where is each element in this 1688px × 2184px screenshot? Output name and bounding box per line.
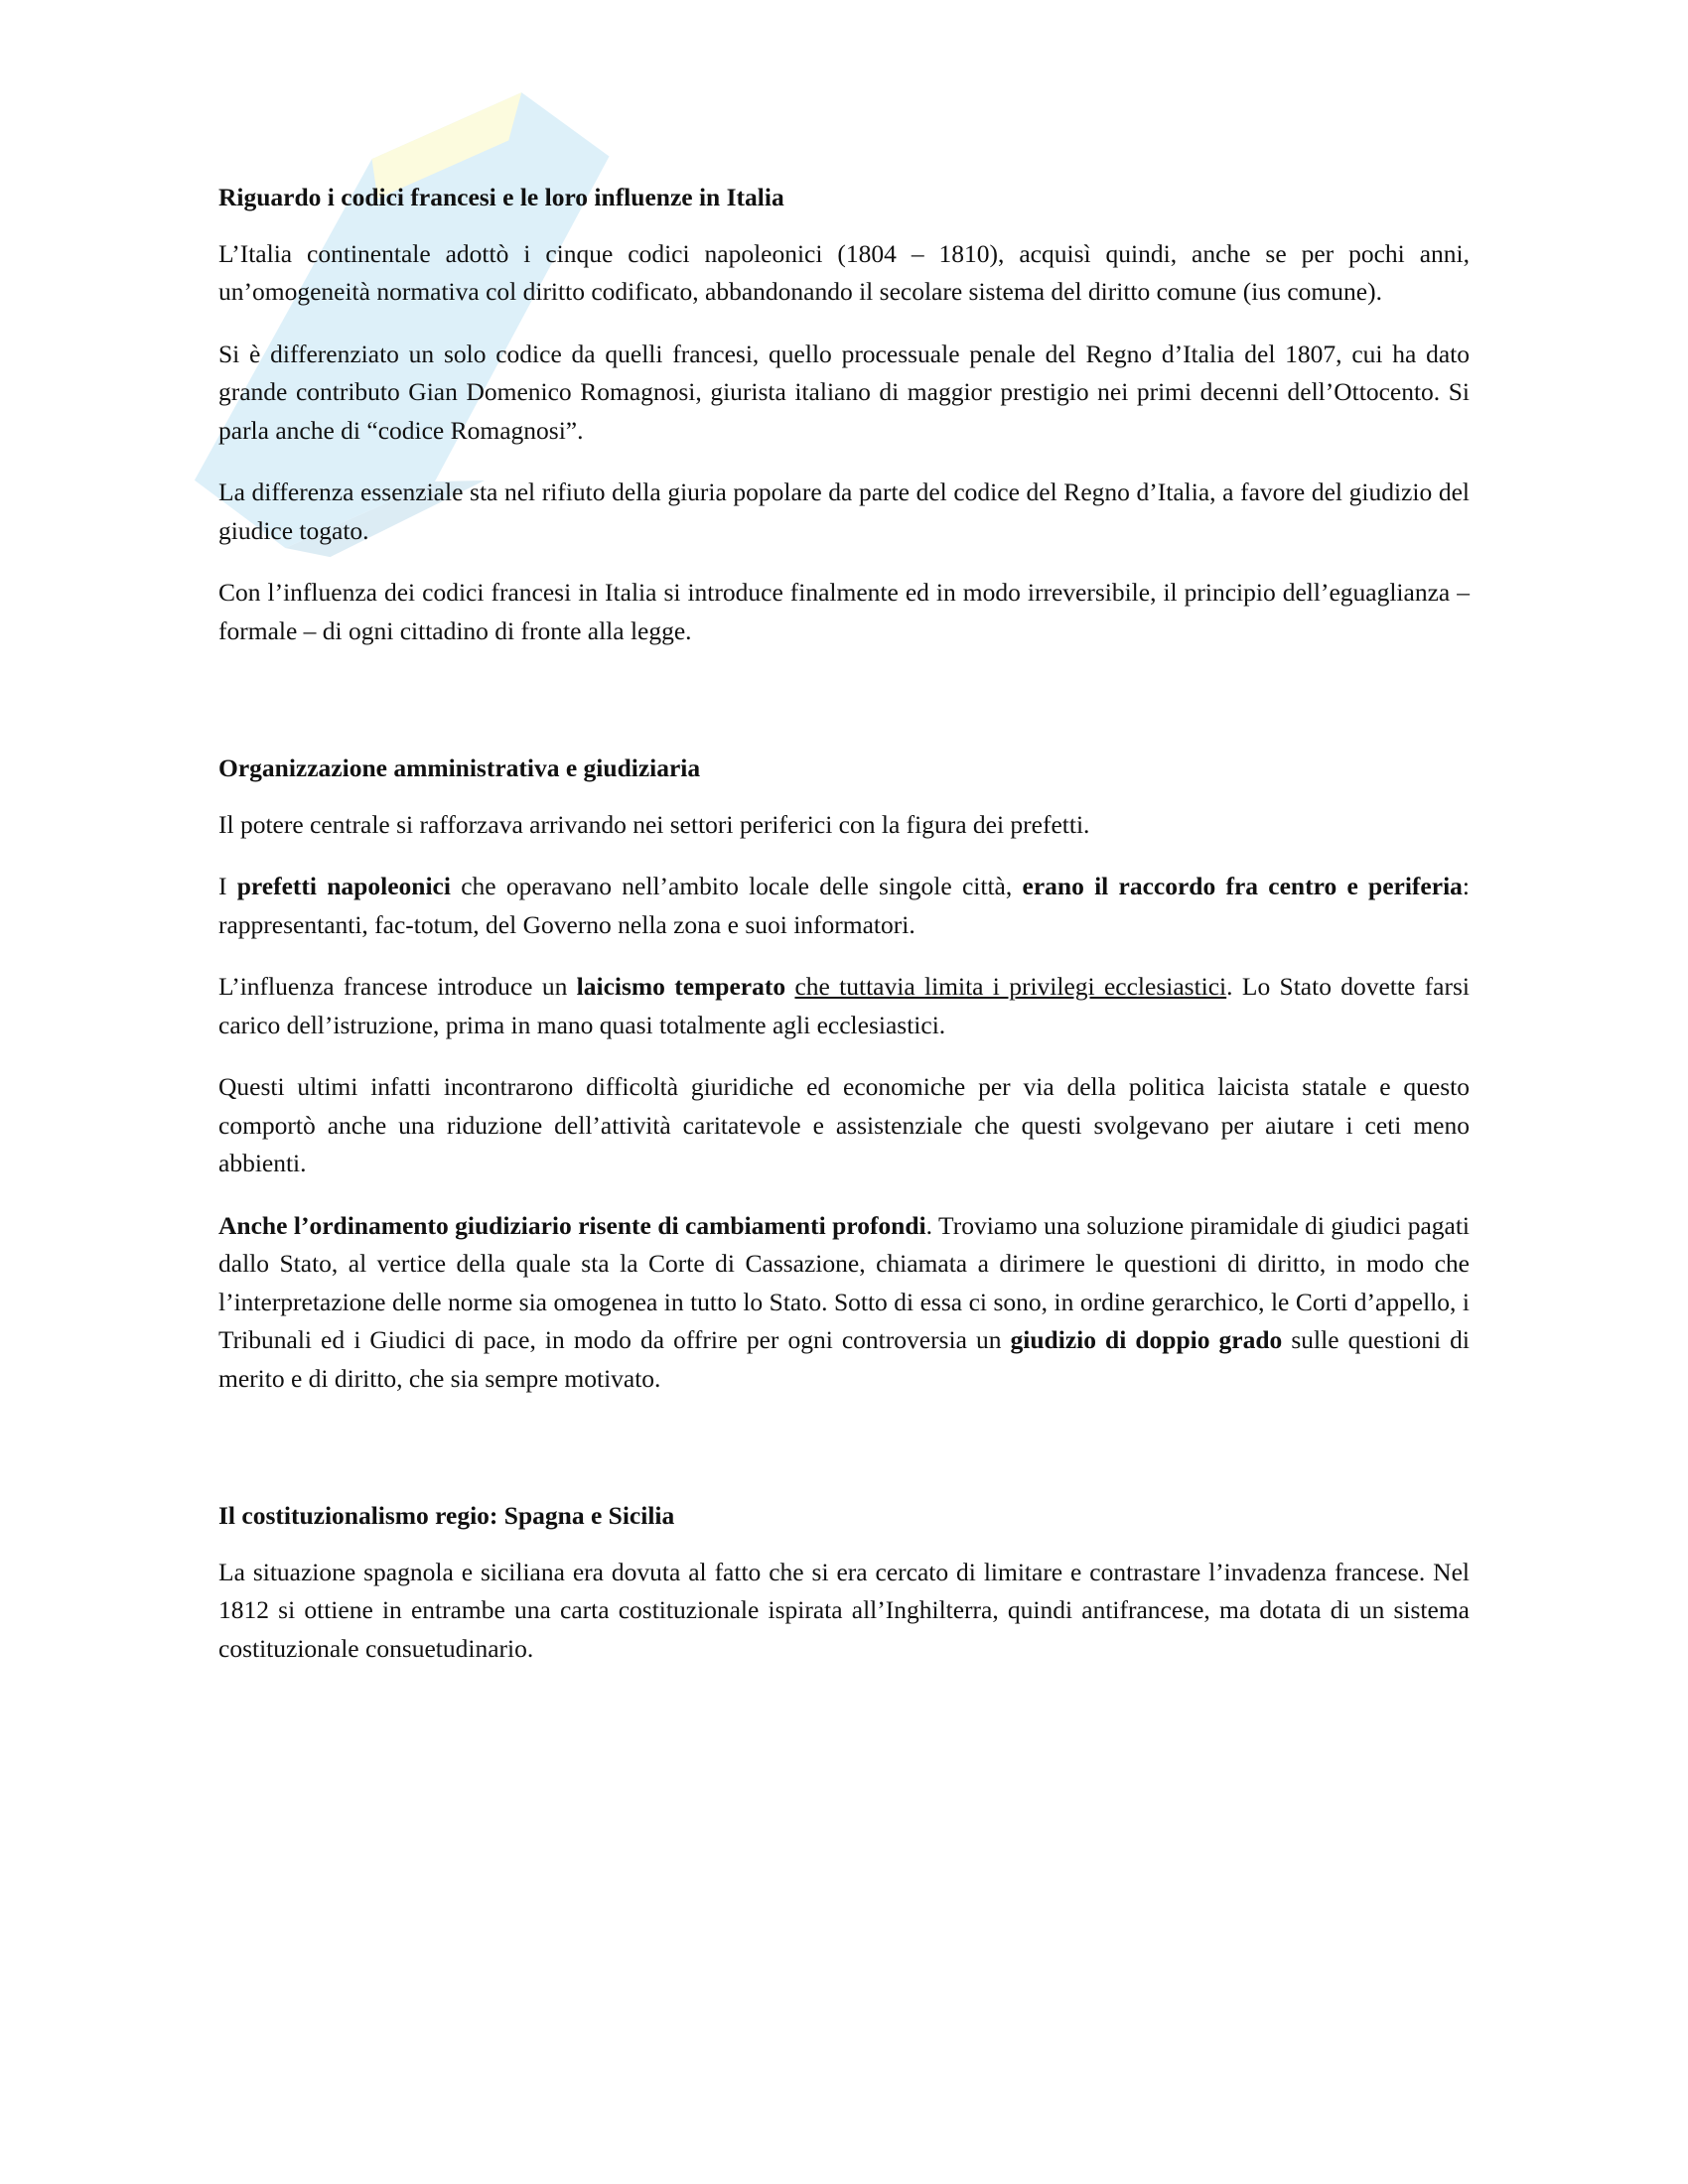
paragraph: Il potere centrale si rafforzava arrivando nei settori periferici con la figura dei prefetti. — [218, 809, 1090, 839]
paragraph: L’influenza francese introduce un laicismo temperato che tuttavia limita i privilegi ecclesiastici. Lo Stato dovette farsi carico dell’istruzione, prima in mano quasi totalmente agli ecclesiastici. — [218, 972, 1470, 1039]
paragraph: La differenza essenziale sta nel rifiuto della giuria popolare da parte del codice del Regno d’Italia, a favore del giudizio del giudice togato. — [218, 478, 1470, 545]
paragraph: La situazione spagnola e siciliana era dovuta al fatto che si era cercato di limitare e contrastare l’invadenza francese. Nel 1812 si ottiene in entrambe una carta costituzionale ispirata all’Inghilterra, quindi antifrancese, ma dotata di un sistema costituzionale consuetudinario. — [218, 1557, 1470, 1663]
bold-text: giudizio di doppio grado — [1010, 1325, 1283, 1354]
bold-text: prefetti napoleonici — [236, 872, 451, 900]
bold-text: Anche l’ordinamento giudiziario risente di cambiamenti profondi — [218, 1210, 926, 1240]
paragraph: Anche l’ordinamento giudiziario risente di cambiamenti profondi. Troviamo una soluzione piramidale di giudici pagati dallo Stato, al vertice della quale sta la Corte di Cassazione, chiamata a dirimere le questioni di diritto, in modo che l’interpretazione delle norme sia omogenea in tutto lo Stato. Sotto di essa ci sono, in ordine gerarchico, le Corti d’appello, i Tribunali ed i Giudici di pace, in modo da offrire per ogni controversia un giudizio di doppio grado sulle questioni di merito e di diritto, che sia sempre motivato. — [218, 1210, 1470, 1393]
bold-text: erano il raccordo fra centro e periferia — [1022, 872, 1463, 900]
section-heading-organizzazione: Organizzazione amministrativa e giudiziaria — [218, 753, 701, 782]
underlined-text: che tuttavia limita i privilegi ecclesiastici — [794, 972, 1227, 1001]
section-heading-costituzionalismo: Il costituzionalismo regio: Spagna e Sicilia — [218, 1501, 675, 1530]
paragraph: Con l’influenza dei codici francesi in Italia si introduce finalmente ed in modo irreversibile, il principio dell’eguaglianza – formale – di ogni cittadino di fronte alla legge. — [218, 578, 1470, 645]
document-body — [218, 179, 1470, 1692]
bold-text: laicismo temperato — [576, 972, 786, 1001]
paragraph: L’Italia continentale adottò i cinque codici napoleonici (1804 – 1810), acquisì quindi, anche se per pochi anni, un’omogeneità normativa col diritto codificato, abbandonando il secolare sistema del diritto comune (ius comune). — [218, 238, 1470, 306]
section-heading-codici: Riguardo i codici francesi e le loro influenze in Italia — [218, 183, 784, 211]
paragraph: Questi ultimi infatti incontrarono difficoltà giuridiche ed economiche per via della politica laicista statale e questo comportò anche una riduzione dell’attività caritatevole e assistenziale che questi svolgevano per aiutare i ceti meno abbienti. — [218, 1072, 1470, 1177]
paragraph: I prefetti napoleonici che operavano nell’ambito locale delle singole città, erano il raccordo fra centro e periferia: rappresentanti, fac-totum, del Governo nella zona e suoi informatori. — [218, 872, 1470, 939]
paragraph: Si è differenziato un solo codice da quelli francesi, quello processuale penale del Regno d’Italia del 1807, cui ha dato grande contributo Gian Domenico Romagnosi, giurista italiano di maggior prestigio nei primi decenni dell’Ottocento. Si parla anche di “codice Romagnosi”. — [218, 339, 1470, 445]
